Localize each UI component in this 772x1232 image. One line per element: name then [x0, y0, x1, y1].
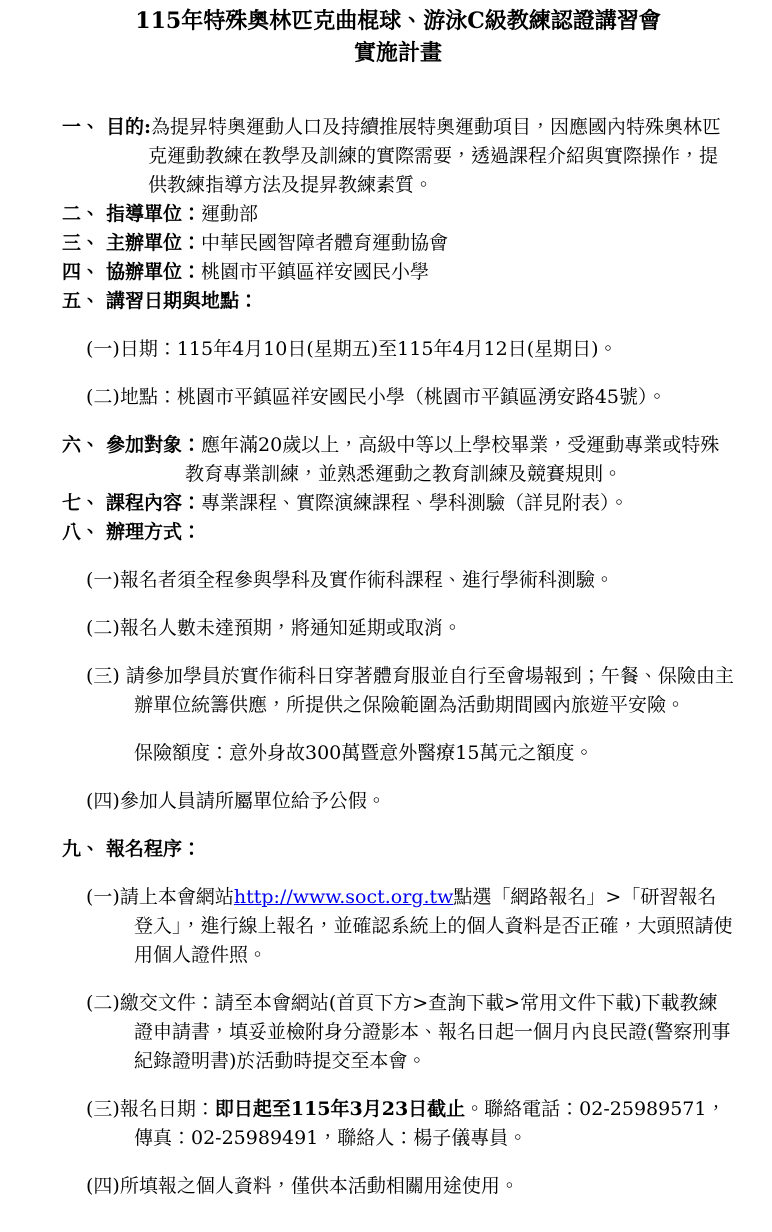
section-number: 五、	[62, 290, 101, 312]
section-body: 桃園市平鎮區祥安國民小學	[201, 261, 430, 283]
section-number: 四、	[62, 261, 101, 283]
section-number: 六、	[62, 434, 101, 456]
section-heading: 目的:	[106, 116, 152, 138]
insurance-amount-line: 保險額度：意外身故300萬暨意外醫療15萬元之額度。	[134, 742, 594, 764]
section-date-location	[62, 287, 734, 316]
section-organizer	[62, 229, 734, 258]
section-heading: 講習日期與地點：	[106, 290, 259, 312]
sub-item	[86, 662, 734, 720]
section-heading: 主辦單位：	[106, 232, 202, 254]
sub-item	[86, 614, 734, 643]
section-participants	[62, 431, 734, 489]
document-title: 115年特殊奧林匹克曲棍球、游泳C級教練認證講習會	[135, 8, 661, 34]
section-heading: 報名程序：	[106, 838, 202, 860]
sub-item-marker: (二)	[86, 992, 120, 1014]
sub-item	[86, 787, 734, 816]
sub-item-text: 所填報之個人資料，僅供本活動相關用途使用。	[119, 1175, 519, 1197]
section-supervising-unit	[62, 200, 734, 229]
document-subtitle: 實施計畫	[353, 40, 442, 66]
section-heading: 協辦單位：	[106, 261, 202, 283]
sub-item-text: 繳交文件：請至本會網站(首頁下方>查詢下載>常用文件下載)下載教練證申請書，填妥並檢附身分證影本、報名日起一個月內良民證(警察刑事紀錄證明書)於活動時提交至本會。	[119, 992, 731, 1072]
sub-item-text: 日期：115年4月10日(星期五)至115年4月12日(星期日)。	[119, 338, 618, 360]
sub-item-documents	[86, 989, 734, 1076]
sub-item-deadline	[86, 1095, 734, 1153]
section-body: 中華民國智障者體育運動協會	[201, 232, 449, 254]
section-heading: 課程內容：	[106, 492, 202, 514]
sub-item-online-registration	[86, 883, 734, 970]
sub-item-marker: (一)	[86, 886, 120, 908]
section-heading: 指導單位：	[106, 203, 202, 225]
section-number: 一、	[62, 116, 101, 138]
sub-item-marker: (一)	[86, 569, 120, 591]
section-number: 三、	[62, 232, 101, 254]
section-number: 二、	[62, 203, 101, 225]
sub-item-marker: (一)	[86, 338, 120, 360]
sub-item-text: 請上本會網站	[119, 886, 234, 908]
sub-item-text: 報名人數未達預期，將通知延期或取消。	[119, 617, 462, 639]
section-body: 運動部	[201, 203, 259, 225]
sub-item-location	[86, 383, 734, 412]
sub-item-privacy	[86, 1172, 734, 1201]
section-procedures	[62, 518, 734, 547]
section-number: 八、	[62, 521, 101, 543]
sub-item-marker: (四)	[86, 790, 120, 812]
sub-item-text: 請參加學員於實作術科日穿著體育服並自行至會場報到；午餐、保險由主辦單位統籌供應，所提供之保險範圍為活動期間國內旅遊平安險。	[119, 665, 734, 716]
registration-deadline: 即日起至115年3月23日截止	[214, 1098, 466, 1120]
section-purpose	[62, 113, 734, 200]
section-body: 專業課程、實際演練課程、學科測驗（詳見附表）。	[201, 492, 629, 514]
sub-item-text: 報名日期：	[119, 1098, 215, 1120]
section-number: 七、	[62, 492, 101, 514]
sub-item-text: 地點：桃園市平鎮區祥安國民小學（桃園市平鎮區湧安路45號）。	[119, 386, 667, 408]
section-number: 九、	[62, 838, 101, 860]
sub-item-date	[86, 335, 734, 364]
sub-item-marker: (三)	[86, 665, 120, 687]
sub-item-marker: (二)	[86, 386, 120, 408]
section-co-organizer	[62, 258, 734, 287]
sub-item-marker: (三)	[86, 1098, 120, 1120]
sub-item-text: 。聯絡電話：02-25989571，傳真：02-25989491，聯絡人：楊子儀專員。	[134, 1098, 726, 1149]
section-course-content	[62, 489, 734, 518]
section-body: 為提昇特奧運動人口及持續推展特奧運動項目，因應國內特殊奧林匹克運動教練在教學及訓練的實際需要，透過課程介紹與實際操作，提供教練指導方法及提昇教練素質。	[148, 116, 722, 196]
sub-item-marker: (四)	[86, 1175, 120, 1197]
sub-item-text: 報名者須全程參與學科及實作術科課程、進行學術科測驗。	[119, 569, 614, 591]
section-body: 應年滿20歲以上，高級中等以上學校畢業，受運動專業或特殊教育專業訓練，並熟悉運動之教育訓練及競賽規則。	[185, 434, 720, 485]
section-heading: 辦理方式：	[106, 521, 202, 543]
sub-item-marker: (二)	[86, 617, 120, 639]
section-heading: 參加對象：	[106, 434, 202, 456]
sub-item-text: 參加人員請所屬單位給予公假。	[119, 790, 386, 812]
sub-item	[86, 566, 734, 595]
sub-item-text: 點選「網路報名」>「研習報名登入」，進行線上報名，並確認系統上的個人資料是否正確，大頭照請使用個人證件照。	[134, 886, 733, 966]
section-registration	[62, 835, 734, 864]
soct-website-link[interactable]: http://www.soct.org.tw	[233, 886, 454, 908]
